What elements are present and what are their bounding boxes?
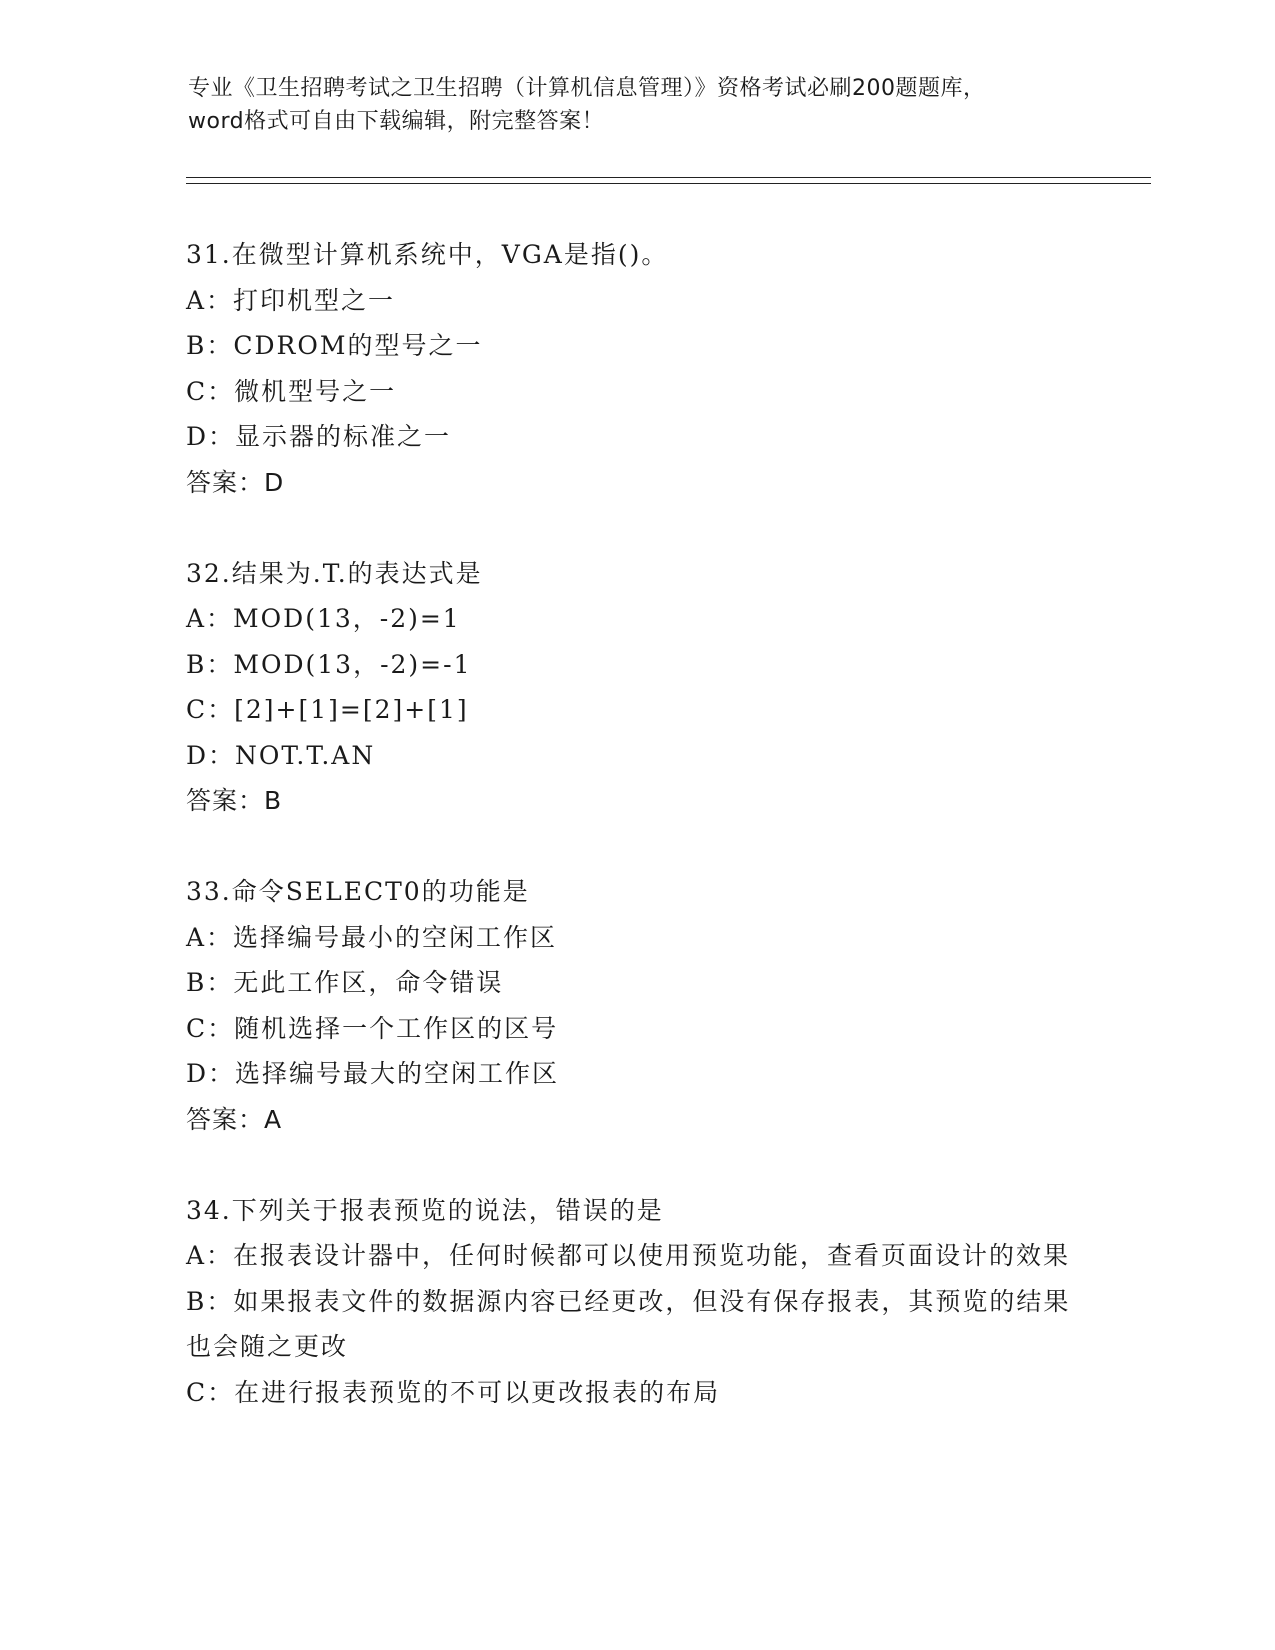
option-c: C：[2]+[1]=[2]+[1]	[186, 695, 469, 724]
answer: 答案：B	[186, 786, 283, 815]
question-34	[186, 1188, 1086, 1416]
header-line-1: 专业《卫生招聘考试之卫生招聘（计算机信息管理）》资格考试必刷200题题库，	[188, 76, 986, 101]
option-c: C：随机选择一个工作区的区号	[186, 1013, 559, 1043]
option-d: D：NOT.T.AN	[186, 740, 376, 770]
option-a: A：选择编号最小的空闲工作区	[186, 922, 558, 952]
option-b: B：如果报表文件的数据源内容已经更改，但没有保存报表，其预览的结果也会随之更改	[186, 1286, 1071, 1361]
question-stem: 31.在微型计算机系统中，VGA是指()。	[186, 240, 669, 269]
question-32	[186, 551, 1086, 824]
option-d: D：选择编号最大的空闲工作区	[186, 1059, 560, 1088]
question-31	[186, 232, 1086, 505]
option-b: B：MOD(13，-2)=-1	[186, 649, 472, 679]
option-a: A：MOD(13，-2)=1	[186, 604, 461, 633]
answer: 答案：D	[186, 467, 285, 497]
option-b: B：无此工作区，命令错误	[186, 968, 504, 997]
option-b: B：CDROM的型号之一	[186, 331, 483, 360]
option-c: C：在进行报表预览的不可以更改报表的布局	[186, 1377, 721, 1407]
question-33	[186, 869, 1086, 1142]
option-a: A：在报表设计器中，任何时候都可以使用预览功能，查看页面设计的效果	[186, 1241, 1071, 1270]
question-list	[186, 232, 1086, 1461]
option-c: C：微机型号之一	[186, 376, 397, 406]
question-stem: 33.命令SELECT0的功能是	[186, 877, 530, 906]
header-divider-bottom	[186, 183, 1151, 184]
option-d: D：显示器的标准之一	[186, 422, 452, 451]
header-divider-top	[186, 177, 1151, 178]
question-stem: 34.下列关于报表预览的说法，错误的是	[186, 1195, 664, 1225]
document-header	[188, 72, 1068, 138]
header-line-2: word格式可自由下载编辑，附完整答案！	[188, 109, 605, 134]
answer: 答案：A	[186, 1104, 283, 1134]
option-a: A：打印机型之一	[186, 285, 396, 315]
question-stem: 32.结果为.T.的表达式是	[186, 558, 483, 588]
